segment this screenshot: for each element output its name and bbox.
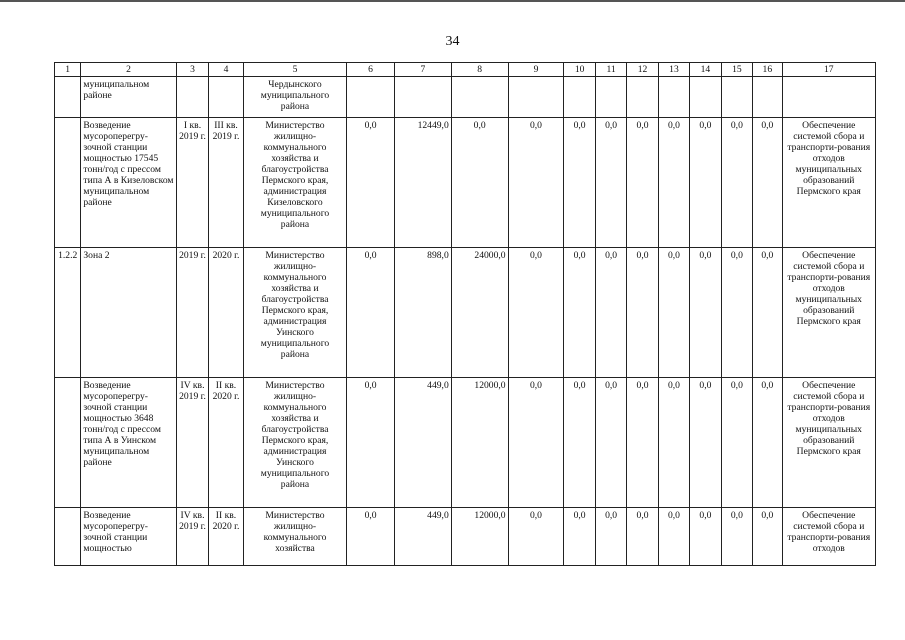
row-col8: 24000,0 — [451, 248, 508, 378]
row-number — [55, 508, 81, 566]
row-col11 — [595, 77, 626, 118]
row-col15: 0,0 — [721, 248, 752, 378]
row-col9: 0,0 — [508, 248, 564, 378]
header-row — [55, 63, 876, 77]
row-executor: Министерство жилищно-коммунального хозяйства — [243, 508, 347, 566]
row-number: 1.2.2 — [55, 248, 81, 378]
row-end: II кв. 2020 г. — [209, 508, 244, 566]
row-executor: Министерство жилищно-коммунального хозяйства и благоустройства Пермского края, администрация Уинского муниципального района — [243, 378, 347, 508]
row-col11: 0,0 — [595, 118, 626, 248]
header-cell: 2 — [81, 63, 176, 77]
header-cell: 6 — [347, 63, 395, 77]
row-col8: 12000,0 — [451, 508, 508, 566]
row-name: Зона 2 — [81, 248, 176, 378]
row-col12: 0,0 — [627, 508, 658, 566]
row-col6: 0,0 — [347, 248, 395, 378]
row-col13 — [658, 77, 689, 118]
row-result — [782, 77, 875, 118]
header-cell: 13 — [658, 63, 689, 77]
header-cell: 9 — [508, 63, 564, 77]
row-col9: 0,0 — [508, 508, 564, 566]
row-end: II кв. 2020 г. — [209, 378, 244, 508]
row-col11: 0,0 — [595, 378, 626, 508]
table-row — [55, 378, 876, 508]
row-col10: 0,0 — [564, 248, 595, 378]
row-col8: 12000,0 — [451, 378, 508, 508]
row-col11: 0,0 — [595, 248, 626, 378]
header-cell: 12 — [627, 63, 658, 77]
row-name: Возведение мусороперегру-зочной станции мощностью 17545 тонн/год с прессом типа А в Кизеловском муниципальном районе — [81, 118, 176, 248]
row-number — [55, 77, 81, 118]
row-col6: 0,0 — [347, 508, 395, 566]
row-col7: 449,0 — [394, 378, 451, 508]
row-name: Возведение мусороперегру-зочной станции мощностью 3648 тонн/год с прессом типа А в Уинском муниципальном районе — [81, 378, 176, 508]
header-cell: 3 — [176, 63, 208, 77]
row-col9: 0,0 — [508, 118, 564, 248]
row-col10: 0,0 — [564, 378, 595, 508]
row-col6 — [347, 77, 395, 118]
row-col13: 0,0 — [658, 118, 689, 248]
program-table — [54, 62, 876, 566]
table-row — [55, 248, 876, 378]
row-col12 — [627, 77, 658, 118]
row-name: Возведение мусороперегру-зочной станции мощностью — [81, 508, 176, 566]
row-col14: 0,0 — [690, 508, 721, 566]
header-cell: 4 — [209, 63, 244, 77]
row-start: IV кв. 2019 г. — [176, 378, 208, 508]
table-row — [55, 118, 876, 248]
row-col7: 12449,0 — [394, 118, 451, 248]
row-executor: Министерство жилищно-коммунального хозяйства и благоустройства Пермского края, администрация Уинского муниципального района — [243, 248, 347, 378]
row-col16: 0,0 — [753, 508, 782, 566]
row-result: Обеспечение системой сбора и транспорти-рования отходов муниципальных образований Пермского края — [782, 118, 875, 248]
row-col14 — [690, 77, 721, 118]
row-start: 2019 г. — [176, 248, 208, 378]
header-cell: 1 — [55, 63, 81, 77]
header-cell: 7 — [394, 63, 451, 77]
table-row — [55, 77, 876, 118]
row-col9: 0,0 — [508, 378, 564, 508]
row-col10 — [564, 77, 595, 118]
row-col12: 0,0 — [627, 118, 658, 248]
header-cell: 5 — [243, 63, 347, 77]
row-col6: 0,0 — [347, 378, 395, 508]
row-col14: 0,0 — [690, 118, 721, 248]
row-result: Обеспечение системой сбора и транспорти-рования отходов — [782, 508, 875, 566]
row-start: I кв. 2019 г. — [176, 118, 208, 248]
table-row — [55, 508, 876, 566]
row-col13: 0,0 — [658, 378, 689, 508]
row-col9 — [508, 77, 564, 118]
row-col6: 0,0 — [347, 118, 395, 248]
row-col15 — [721, 77, 752, 118]
row-col12: 0,0 — [627, 378, 658, 508]
row-col15: 0,0 — [721, 118, 752, 248]
header-cell: 8 — [451, 63, 508, 77]
header-cell: 11 — [595, 63, 626, 77]
row-col14: 0,0 — [690, 378, 721, 508]
row-col7: 898,0 — [394, 248, 451, 378]
row-number — [55, 118, 81, 248]
row-col10: 0,0 — [564, 118, 595, 248]
top-border-line — [0, 0, 905, 2]
row-end: 2020 г. — [209, 248, 244, 378]
row-col8 — [451, 77, 508, 118]
row-executor: Чердынского муниципального района — [243, 77, 347, 118]
row-col10: 0,0 — [564, 508, 595, 566]
row-col16: 0,0 — [753, 378, 782, 508]
header-cell: 15 — [721, 63, 752, 77]
row-col13: 0,0 — [658, 248, 689, 378]
row-col14: 0,0 — [690, 248, 721, 378]
row-col15: 0,0 — [721, 378, 752, 508]
row-col12: 0,0 — [627, 248, 658, 378]
header-cell: 10 — [564, 63, 595, 77]
row-col15: 0,0 — [721, 508, 752, 566]
row-number — [55, 378, 81, 508]
row-col7 — [394, 77, 451, 118]
row-start: IV кв. 2019 г. — [176, 508, 208, 566]
row-col11: 0,0 — [595, 508, 626, 566]
row-result: Обеспечение системой сбора и транспорти-рования отходов муниципальных образований Пермского края — [782, 248, 875, 378]
row-col16: 0,0 — [753, 248, 782, 378]
row-col8: 0,0 — [451, 118, 508, 248]
row-executor: Министерство жилищно-коммунального хозяйства и благоустройства Пермского края, администрация Кизеловского муниципального района — [243, 118, 347, 248]
row-start — [176, 77, 208, 118]
row-col16: 0,0 — [753, 118, 782, 248]
row-col16 — [753, 77, 782, 118]
row-result: Обеспечение системой сбора и транспорти-рования отходов муниципальных образований Пермского края — [782, 378, 875, 508]
page-number: 34 — [445, 34, 460, 49]
row-col13: 0,0 — [658, 508, 689, 566]
header-cell: 14 — [690, 63, 721, 77]
row-end: III кв. 2019 г. — [209, 118, 244, 248]
header-cell: 16 — [753, 63, 782, 77]
header-cell: 17 — [782, 63, 875, 77]
row-name: муниципальном районе — [81, 77, 176, 118]
row-col7: 449,0 — [394, 508, 451, 566]
row-end — [209, 77, 244, 118]
